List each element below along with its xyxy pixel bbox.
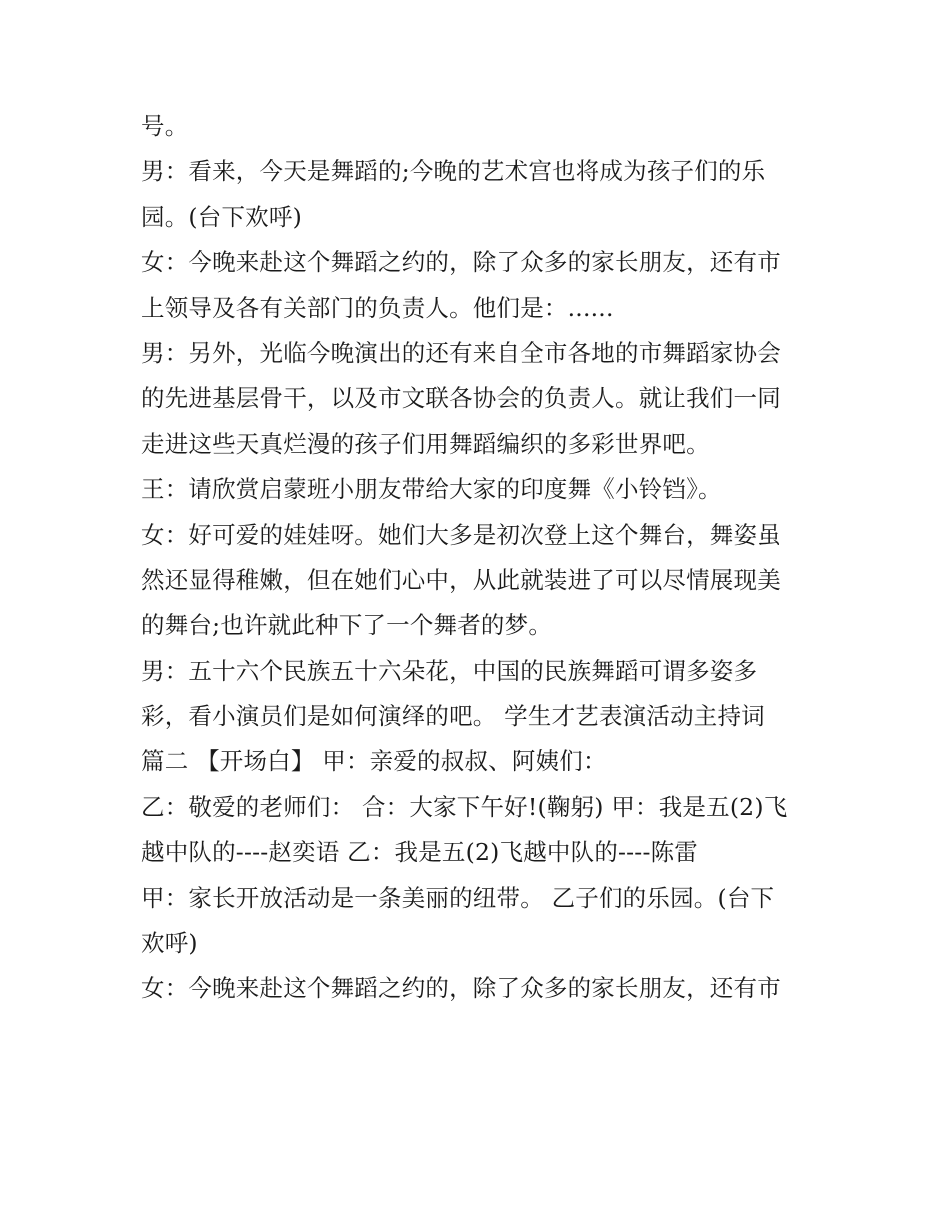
text-line: 上领导及各有关部门的负责人。他们是：......: [141, 293, 614, 322]
text-line: 篇二 【开场白】 甲：亲爱的叔叔、阿姨们：: [141, 747, 607, 776]
text-line: 男：另外，光临今晚演出的还有来自全市各地的市舞蹈家协会: [141, 338, 781, 367]
text-line: 园。(台下欢呼): [141, 202, 302, 231]
text-line: 走进这些天真烂漫的孩子们用舞蹈编织的多彩世界吧。: [141, 429, 710, 458]
text-line: 欢呼): [141, 929, 198, 958]
text-line: 男：五十六个民族五十六朵花，中国的民族舞蹈可谓多姿多: [141, 656, 758, 685]
text-line: 彩，看小演员们是如何演绎的吧。 学生才艺表演活动主持词: [141, 702, 765, 731]
text-line: 女：今晚来赴这个舞蹈之约的，除了众多的家长朋友，还有市: [141, 974, 781, 1003]
text-line: 号。: [141, 112, 189, 140]
text-line: 然还显得稚嫩，但在她们心中，从此就装进了可以尽情展现美: [141, 565, 781, 594]
document-body: [141, 104, 821, 1012]
text-line: 的先进基层骨干，以及市文联各协会的负责人。就让我们一同: [141, 384, 781, 413]
text-line: 乙：敬爱的老师们： 合：大家下午好!(鞠躬) 甲：我是五(2)飞: [141, 792, 788, 821]
text-line: 女：今晚来赴这个舞蹈之约的，除了众多的家长朋友，还有市: [141, 248, 781, 277]
text-line: 甲：家长开放活动是一条美丽的纽带。 乙子们的乐园。(台下: [141, 883, 775, 912]
text-line: 的舞台;也许就此种下了一个舞者的梦。: [141, 611, 553, 640]
text-line: 王：请欣赏启蒙班小朋友带给大家的印度舞《小铃铛》。: [141, 475, 722, 504]
text-line: 越中队的----赵奕语 乙：我是五(2)飞越中队的----陈雷: [141, 838, 698, 867]
text-line: 男：看来，今天是舞蹈的;今晚的艺术宫也将成为孩子们的乐: [141, 157, 766, 186]
text-line: 女：好可爱的娃娃呀。她们大多是初次登上这个舞台，舞姿虽: [141, 520, 781, 549]
